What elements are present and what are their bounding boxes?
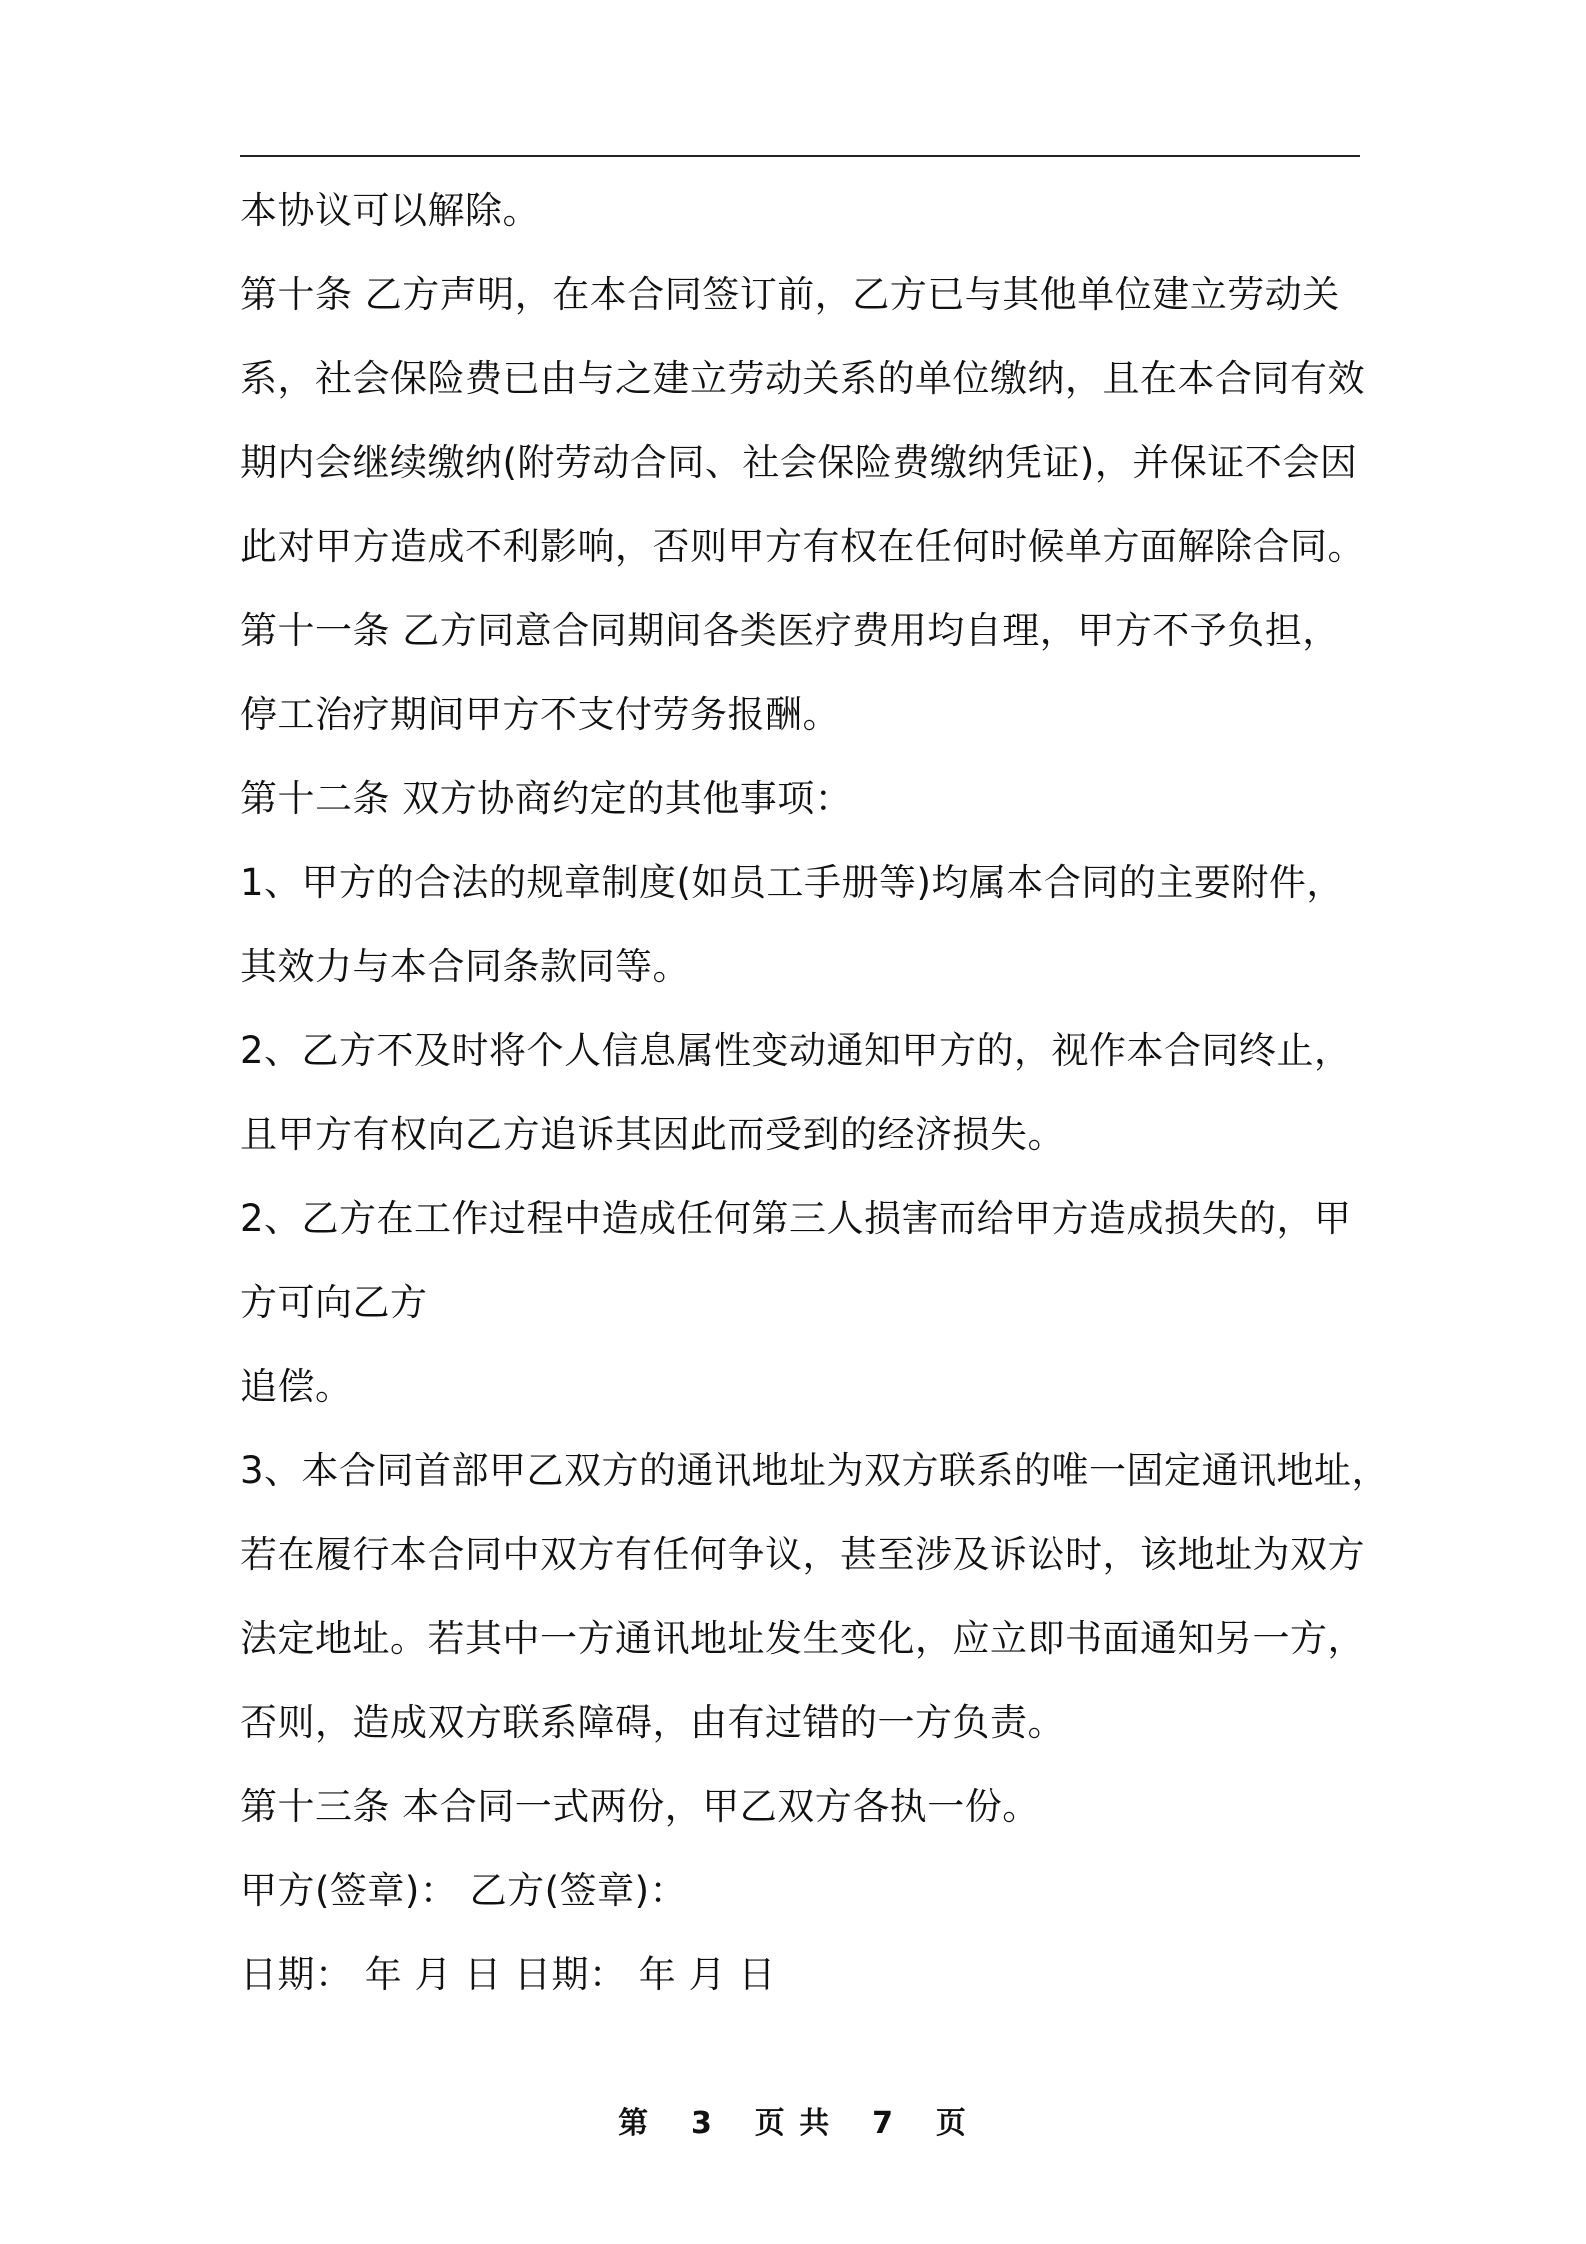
text-line: 第十一条 乙方同意合同期间各类医疗费用均自理，甲方不予负担， — [240, 609, 1340, 652]
document-body — [240, 189, 1390, 2038]
text-line: 停工治疗期间甲方不支付劳务报酬。 — [240, 693, 840, 736]
text-line: 否则，造成双方联系障碍，由有过错的一方负责。 — [240, 1701, 1065, 1744]
text-line: 本协议可以解除。 — [240, 189, 540, 232]
text-line: 且甲方有权向乙方追诉其因此而受到的经济损失。 — [240, 1113, 1065, 1156]
text-line: 法定地址。若其中一方通讯地址发生变化，应立即书面通知另一方， — [240, 1617, 1365, 1660]
current-page-number: 3 — [690, 2106, 714, 2141]
text-line: 2、乙方不及时将个人信息属性变动通知甲方的，视作本合同终止， — [240, 1029, 1352, 1072]
total-pages-number: 7 — [872, 2106, 895, 2141]
page-label-prefix: 第 — [618, 2106, 651, 2141]
text-line: 期内会继续缴纳(附劳动合同、社会保险费缴纳凭证)，并保证不会因 — [240, 441, 1358, 484]
page-label-suffix: 页 — [935, 2106, 968, 2141]
text-line: 此对甲方造成不利影响，否则甲方有权在任何时候单方面解除合同。 — [240, 525, 1365, 568]
page-footer — [0, 2098, 1586, 2142]
text-line: 若在履行本合同中双方有任何争议，甚至涉及诉讼时，该地址为双方 — [240, 1533, 1365, 1576]
text-line: 2、乙方在工作过程中造成任何第三人损害而给甲方造成损失的，甲 — [240, 1197, 1352, 1240]
date-line: 日期： 年 月 日 日期： 年 月 日 — [240, 1953, 776, 1996]
text-line: 第十三条 本合同一式两份，甲乙双方各执一份。 — [240, 1785, 1040, 1828]
page-label-mid: 页 共 — [754, 2106, 832, 2141]
signature-line: 甲方(签章)： 乙方(签章)： — [240, 1869, 688, 1912]
text-line: 其效力与本合同条款同等。 — [240, 945, 690, 988]
text-line: 1、甲方的合法的规章制度(如员工手册等)均属本合同的主要附件， — [240, 861, 1344, 904]
text-line: 系，社会保险费已由与之建立劳动关系的单位缴纳，且在本合同有效 — [240, 357, 1365, 400]
text-line: 3、本合同首部甲乙双方的通讯地址为双方联系的唯一固定通讯地址， — [240, 1449, 1390, 1492]
text-line: 追偿。 — [240, 1365, 353, 1408]
text-line: 方可向乙方 — [240, 1281, 428, 1324]
text-line: 第十二条 双方协商约定的其他事项： — [240, 777, 853, 820]
header-rule — [240, 155, 1360, 157]
text-line: 第十条 乙方声明，在本合同签订前，乙方已与其他单位建立劳动关 — [240, 273, 1340, 316]
